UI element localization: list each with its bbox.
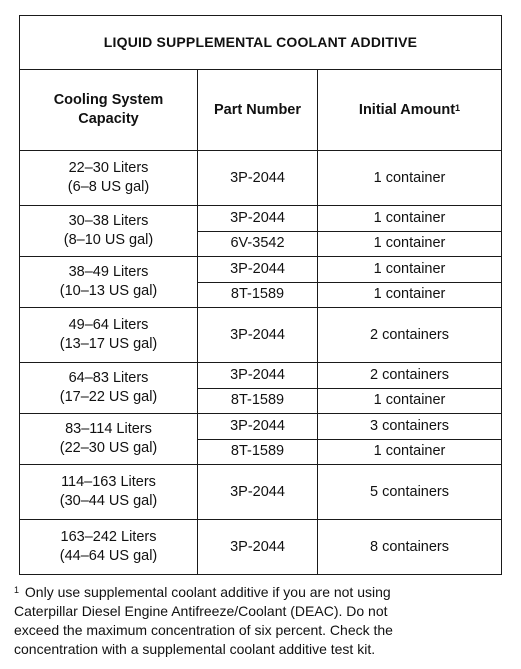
initial-amount-cell: 1 container (318, 151, 502, 206)
part-number-cell: 3P-2044 (198, 308, 318, 363)
initial-amount-cell: 1 container (318, 257, 502, 283)
table-row (20, 308, 502, 363)
part-number-cell: 3P-2044 (198, 465, 318, 520)
capacity-liters: 64–83 Liters (68, 370, 149, 386)
header-capacity-line1: Cooling System (53, 92, 164, 108)
capacity-gallons: (22–30 US gal) (59, 440, 158, 456)
footnote-marker: 1 (14, 585, 20, 595)
header-initial-amount-label: Initial Amount (358, 101, 456, 118)
initial-amount-cell: 2 containers (318, 308, 502, 363)
part-number-cell: 3P-2044 (198, 206, 318, 232)
table-body (20, 151, 502, 575)
table-row (20, 414, 502, 440)
table-row (20, 151, 502, 206)
header-part-number: Part Number (198, 70, 318, 151)
initial-amount-cell: 3 containers (318, 414, 502, 440)
initial-amount-cell: 2 containers (318, 363, 502, 389)
capacity-liters: 163–242 Liters (60, 529, 157, 545)
capacity-cell (20, 414, 198, 465)
table-row (20, 520, 502, 575)
capacity-gallons: (8–10 US gal) (63, 232, 154, 248)
capacity-liters: 22–30 Liters (68, 160, 149, 176)
part-number-cell: 3P-2044 (198, 520, 318, 575)
initial-amount-cell: 1 container (318, 439, 502, 465)
part-number-cell: 8T-1589 (198, 439, 318, 465)
capacity-gallons: (30–44 US gal) (59, 493, 158, 509)
footnote (14, 583, 509, 659)
part-number-cell: 3P-2044 (198, 363, 318, 389)
capacity-liters: 38–49 Liters (68, 264, 149, 280)
table-title: LIQUID SUPPLEMENTAL COOLANT ADDITIVE (20, 16, 502, 70)
footnote-line (14, 583, 509, 602)
initial-amount-cell: 5 containers (318, 465, 502, 520)
table-row (20, 206, 502, 232)
header-capacity-line2: Capacity (78, 111, 139, 127)
header-capacity (20, 70, 198, 151)
initial-amount-cell: 8 containers (318, 520, 502, 575)
table-row (20, 363, 502, 389)
capacity-cell (20, 363, 198, 414)
table-title-row (20, 16, 502, 70)
capacity-liters: 49–64 Liters (68, 317, 149, 333)
capacity-gallons: (13–17 US gal) (59, 336, 158, 352)
capacity-cell (20, 151, 198, 206)
footnote-line: exceed the maximum concentration of six percent. Check the (14, 622, 393, 638)
capacity-gallons: (44–64 US gal) (59, 548, 158, 564)
footnote-line-text: Only use supplemental coolant additive if you are not using (24, 584, 391, 600)
capacity-gallons: (17–22 US gal) (59, 389, 158, 405)
capacity-liters: 114–163 Liters (61, 474, 156, 490)
capacity-liters: 30–38 Liters (68, 213, 149, 229)
part-number-cell: 3P-2044 (198, 151, 318, 206)
capacity-cell (20, 257, 198, 308)
part-number-cell: 8T-1589 (198, 282, 318, 308)
footnote-line: Caterpillar Diesel Engine Antifreeze/Coolant (DEAC). Do not (14, 603, 388, 619)
capacity-cell (20, 465, 198, 520)
capacity-gallons: (10–13 US gal) (59, 283, 158, 299)
part-number-cell: 8T-1589 (198, 388, 318, 414)
capacity-liters: 83–114 Liters (65, 421, 152, 437)
footnote-line: concentration with a supplemental coolant additive test kit. (14, 641, 376, 657)
part-number-cell: 3P-2044 (198, 257, 318, 283)
capacity-cell (20, 308, 198, 363)
header-initial-amount (318, 70, 502, 151)
initial-amount-cell: 1 container (318, 206, 502, 232)
table-header-row (20, 70, 502, 151)
table-row (20, 257, 502, 283)
table-row (20, 465, 502, 520)
initial-amount-cell: 1 container (318, 282, 502, 308)
capacity-cell (20, 520, 198, 575)
part-number-cell: 6V-3542 (198, 231, 318, 257)
coolant-additive-table (19, 15, 502, 575)
initial-amount-cell: 1 container (318, 231, 502, 257)
capacity-cell (20, 206, 198, 257)
header-footnote-marker: 1 (455, 102, 461, 113)
initial-amount-cell: 1 container (318, 388, 502, 414)
capacity-gallons: (6–8 US gal) (67, 179, 150, 195)
part-number-cell: 3P-2044 (198, 414, 318, 440)
